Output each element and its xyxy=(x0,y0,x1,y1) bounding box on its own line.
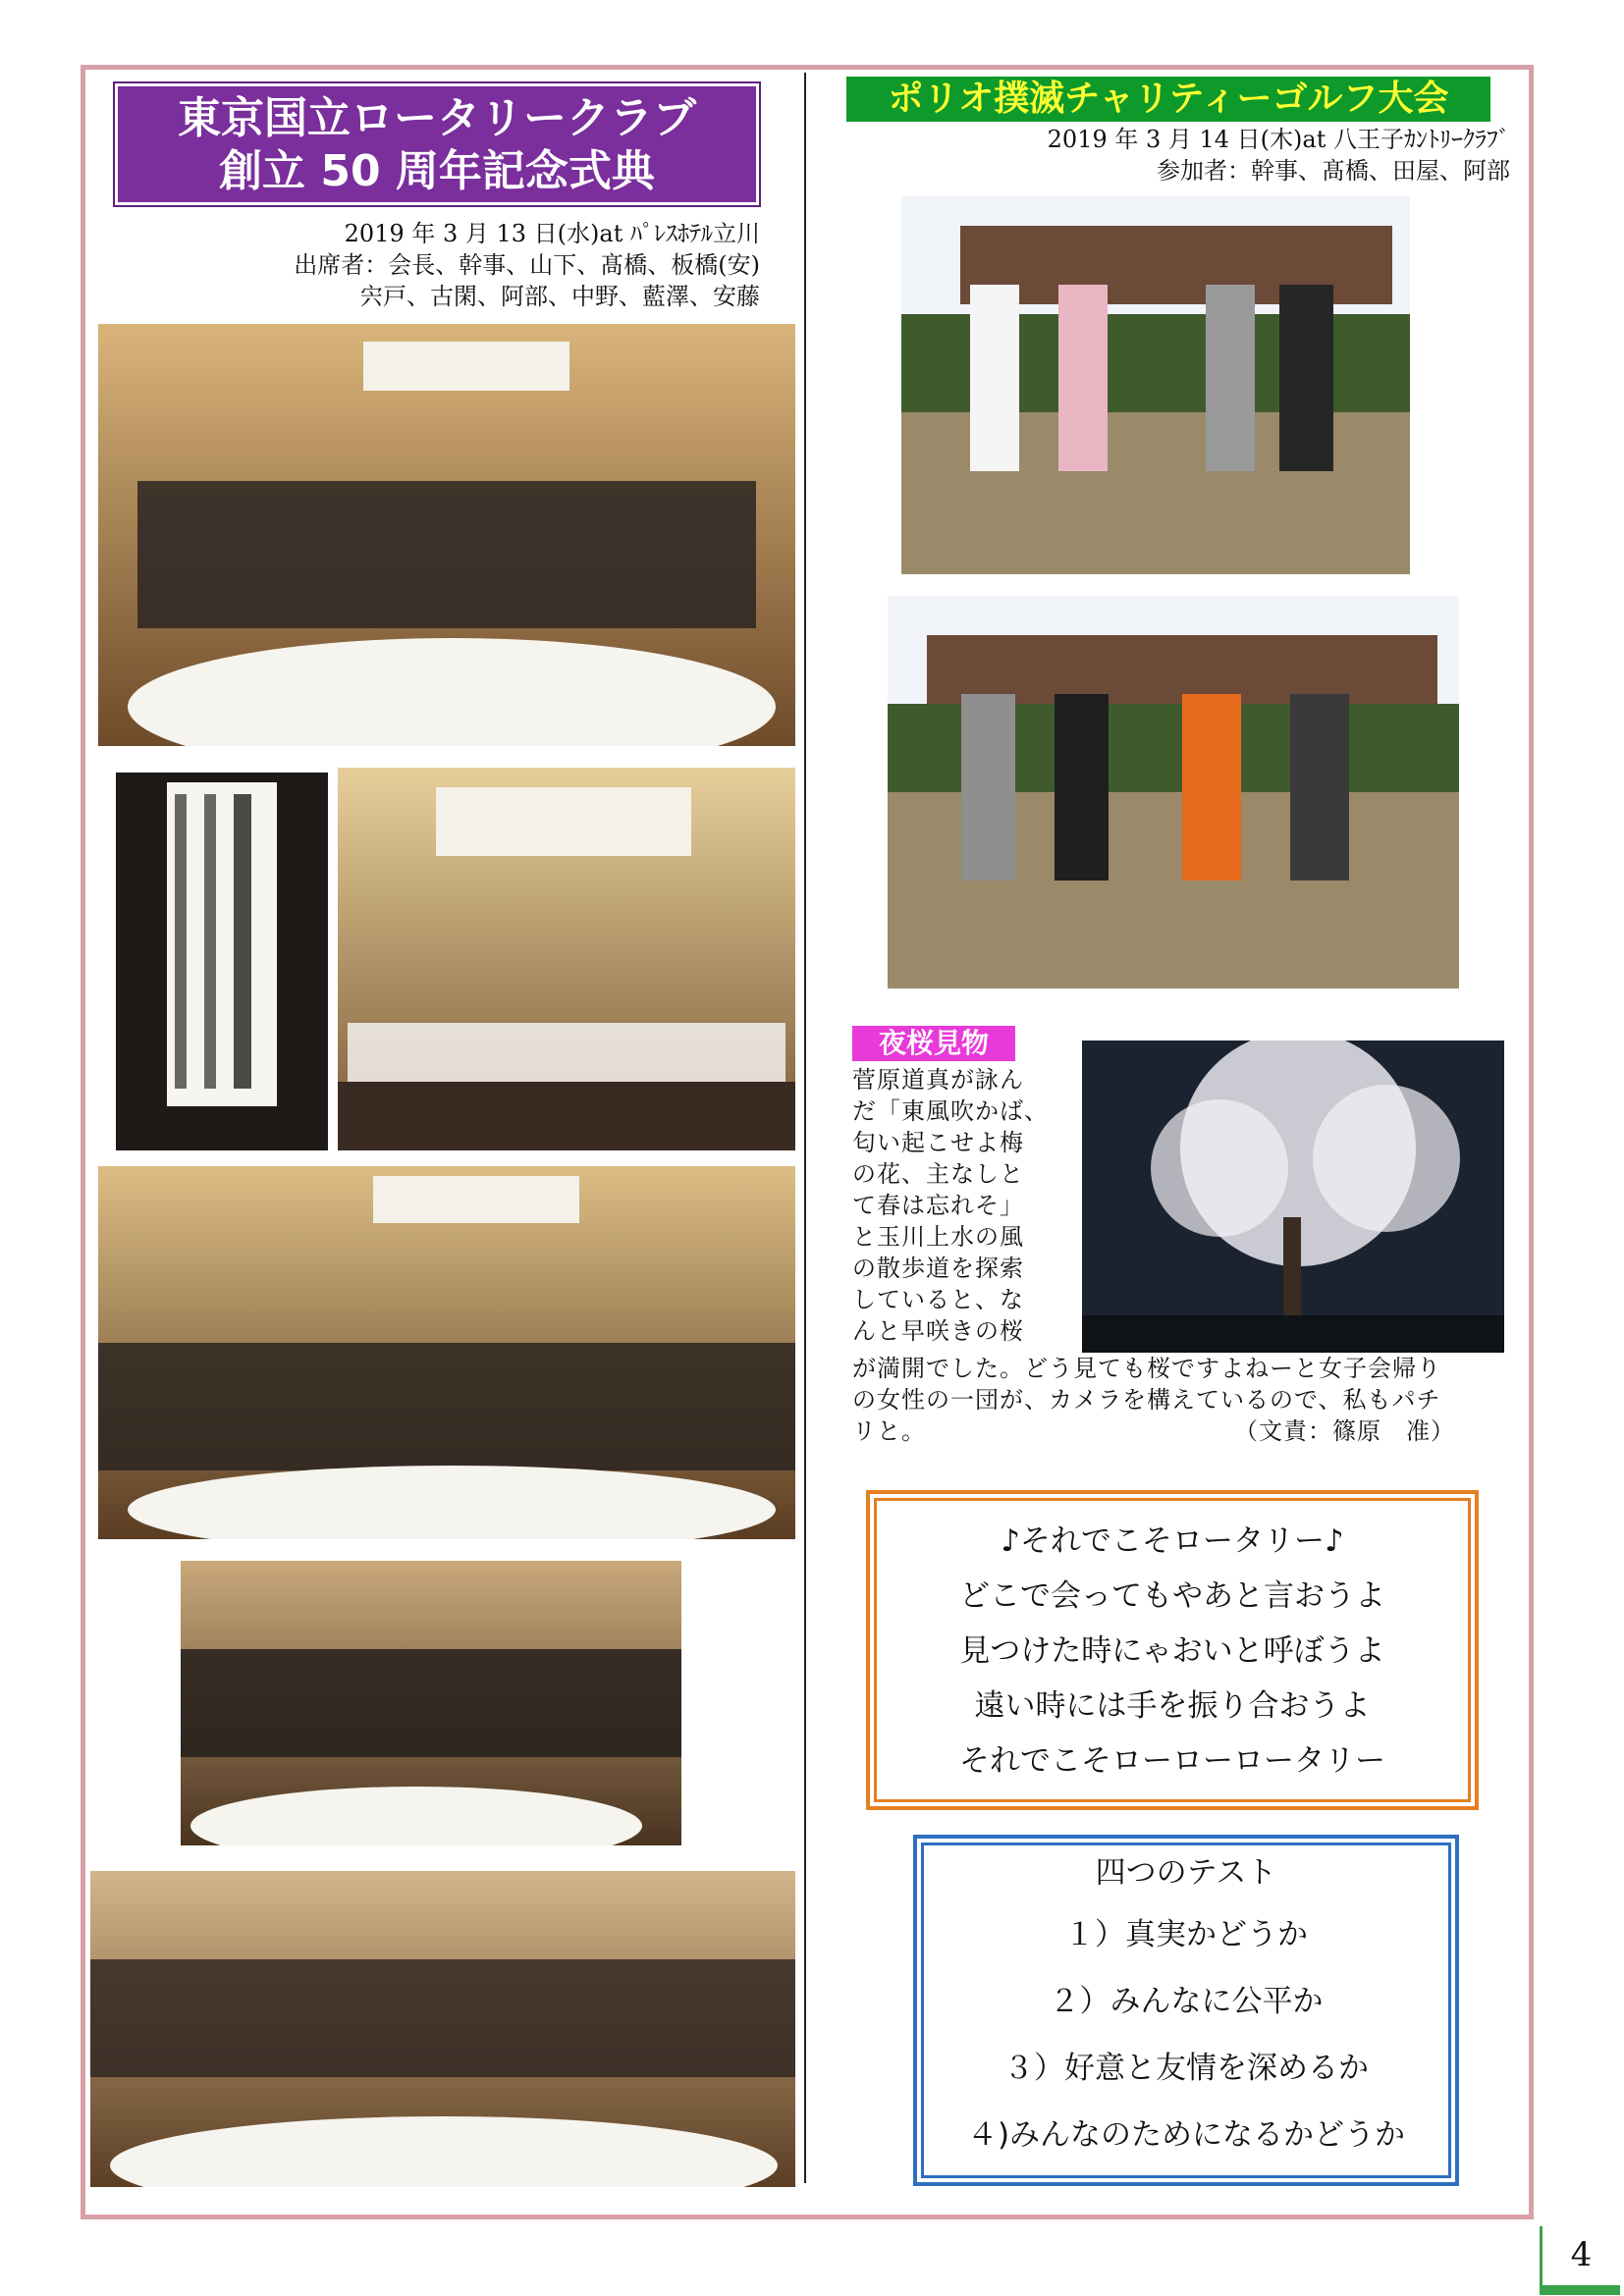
essay-line: んと早咲きの桜 xyxy=(852,1317,1024,1345)
golf-date: 2019 年 3 月 14 日(木)at 八王子ｶﾝﾄﾘｰｸﾗﾌﾞ xyxy=(1047,126,1510,153)
column-divider xyxy=(804,73,806,2183)
photo-golf-group-1 xyxy=(901,196,1410,574)
photo-stage-choir-image xyxy=(338,768,795,1150)
photo-group-ceremony xyxy=(98,324,795,746)
photo-stage-choir xyxy=(338,768,795,1150)
song-line: どこで会ってもやあと言おうよ xyxy=(959,1578,1385,1614)
photo-table-guests xyxy=(181,1561,681,1845)
four-way-test-title: 四つのテスト xyxy=(1095,1855,1277,1891)
anniversary-title-line2: 創立 50 周年記念式典 xyxy=(219,146,655,196)
four-way-test-item: ３）好意と友情を深めるか xyxy=(1003,2051,1369,2086)
anniversary-info xyxy=(196,218,760,312)
photo-night-sakura-image xyxy=(1082,1041,1504,1353)
golf-title: ポリオ撲滅チャリティーゴルフ大会 xyxy=(846,77,1490,122)
photo-signboard xyxy=(116,773,328,1150)
four-way-test-item: １）真実かどうか xyxy=(1064,1917,1308,1952)
essay-line: て春は忘れそ」 xyxy=(852,1192,1024,1219)
photo-golf-group-2-image xyxy=(888,596,1459,988)
essay-line: の花、主なしと xyxy=(852,1160,1024,1188)
photo-round-table xyxy=(90,1871,795,2187)
essay-line: と玉川上水の風 xyxy=(852,1223,1024,1251)
photo-golf-group-2 xyxy=(888,596,1459,988)
anniversary-attendees-2: 宍戸、古閑、阿部、中野、藍澤、安藤 xyxy=(359,283,760,310)
anniversary-date: 2019 年 3 月 13 日(水)at ﾊﾟﾚｽﾎﾃﾙ立川 xyxy=(344,220,760,247)
song-line: ♪それでこそロータリー♪ xyxy=(1001,1523,1344,1559)
essay-line: していると、な xyxy=(852,1286,1024,1313)
essay-line: 匂い起こせよ梅 xyxy=(852,1129,1024,1156)
four-way-test-item: ４)みんなのためになるかどうか xyxy=(966,2117,1406,2153)
photo-golf-group-1-image xyxy=(901,196,1410,574)
golf-info xyxy=(884,124,1510,187)
essay-line: の散歩道を探索 xyxy=(852,1255,1024,1282)
essay-badge: 夜桜見物 xyxy=(852,1026,1015,1061)
essay-wide-text xyxy=(852,1353,1490,1447)
essay-narrow-text xyxy=(852,1064,1078,1347)
essay-line: の女性の一団が、カメラを構えているので、私もパチ xyxy=(852,1386,1441,1414)
photo-signboard-image xyxy=(116,773,328,1150)
anniversary-attendees-1: 出席者：会長、幹事、山下、髙橋、板橋(安) xyxy=(294,251,760,279)
song-line: 遠い時には手を振り合おうよ xyxy=(974,1688,1371,1724)
photo-table-guests-image xyxy=(181,1561,681,1845)
photo-group-ceremony-image xyxy=(98,324,795,746)
photo-dinner-toast xyxy=(98,1166,795,1539)
essay-line: リと。 xyxy=(852,1417,926,1445)
song-line: 見つけた時にゃおいと呼ぼうよ xyxy=(959,1633,1385,1669)
anniversary-title-line1: 東京国立ロータリークラブ xyxy=(178,93,696,143)
page-number: 4 xyxy=(1540,2226,1620,2295)
song-line: それでこそローローロータリー xyxy=(959,1743,1385,1779)
essay-line: 菅原道真が詠ん xyxy=(852,1066,1024,1094)
photo-round-table-image xyxy=(90,1871,795,2187)
photo-night-sakura xyxy=(1082,1041,1504,1353)
golf-participants: 参加者：幹事、髙橋、田屋、阿部 xyxy=(1157,157,1510,185)
anniversary-title xyxy=(118,86,756,202)
essay-credit: （文責：篠原 准） xyxy=(1234,1417,1455,1445)
essay-line: だ「東風吹かば、 xyxy=(852,1097,1049,1125)
essay-last-row xyxy=(852,1415,1490,1447)
essay-line: が満開でした。どう見ても桜ですよねーと女子会帰り xyxy=(852,1355,1441,1382)
photo-dinner-toast-image xyxy=(98,1166,795,1539)
rotary-song-box xyxy=(866,1490,1479,1810)
four-way-test-box xyxy=(913,1835,1459,2186)
four-way-test-item: ２）みんなに公平か xyxy=(1049,1984,1324,2019)
